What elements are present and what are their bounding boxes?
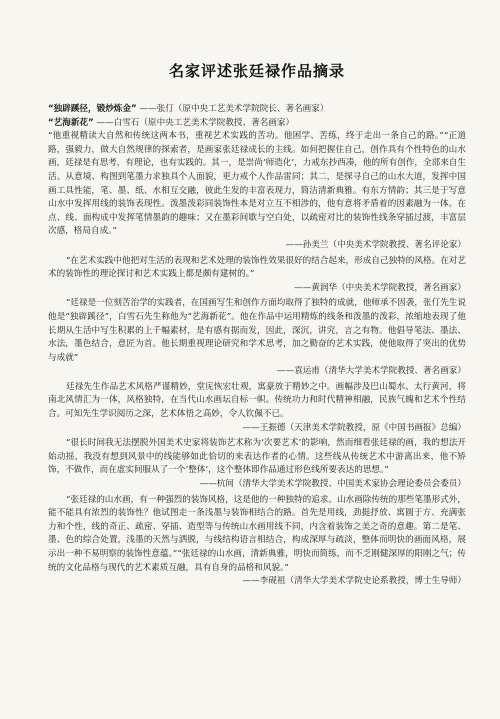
intro-line-1 (48, 103, 466, 117)
quote-liyanzu: “张廷禄的山水画，有一种强烈的装饰风格，这是他的一种独特的追求。山水画除传统的那些笔墨形式外，能不能具有浓烈的装饰性？他试图走一条浅墨与装饰相结合的路。首先是用线，劲挺抒放、寓圆于方、充满张力和个性，线的奇正、疏密、穿插、造型等与传统山水画用线不同，内含着装饰之美之奇的意趣。第二是笔、墨、色的综合处置，浅墨的天然与洒脱，与线结构语言相结合，构成深厚与疏淡，整体而明快的画面风格，展示出一种不易明察的装饰性意蕴。”“张廷禄的山水画，清新典雅，明快而简练，而不乏刚健深厚的阳刚之气；传统的文化品格与现代的艺术素质互融，具有自身的品格和风貌。” (48, 494, 466, 573)
page-title: 名家评述张廷禄作品摘录 (168, 62, 345, 80)
document-body (48, 103, 466, 589)
attribution-liyanzu: ——李砚祖（清华大学美术学院史论系教授，博士生导师） (242, 576, 466, 587)
quote-sunmeilan: “他重视精读大自然和传统这两本书，重视艺术实践的苦功。他困学、苦练，终于走出一条自己的路。”“正道路，强毅力，做大自然规律的探索者，是画家张廷禄成长的主线。如何把握住自己，创作具有个性特色的山水画，廷禄是有思考，有理论，也有实践的。其一，是崇尚‘师造化’，力戒东抄西凑，他的所有创作，全部来自生活。从意境、构图到笔墨力求独具个人面貌，更力戒个人作品雷同；其二，是探寻自己的山水大道，发挥中国画工具性能，笔、墨、纸、水相互交融，彼此生发的丰富表现力，简洁清新典雅。有东方情韵；其三是于写意山水中发挥用线的装饰表现性。泼墨泼彩同装饰性本是对立互不相涉的，他有意将矛盾着的因素融为一体。在点、线、面构成中发挥笔情墨韵的趣味；又在墨彩间歇与空白处，以疏密对比的装饰性线条穿插过渡，丰富层次感，格局自成。” (48, 131, 466, 237)
attribution-wangzhende: ——王振德（天津美术学院教授，原《中国书画报》总编） (242, 422, 466, 433)
quote-baixueshi: “艺海新花” (48, 117, 94, 128)
intro-line-2 (48, 117, 466, 131)
attribution-hangjian: ——杭间（清华大学美术学院教授、中国美术家协会理论委员会委员） (199, 479, 466, 490)
quote-yuanyunfu: “廷禄是一位刻苦治学的实践者，在国画写生和创作方面均取得了独特的成就，他师承不因袭，张仃先生说他是“独辟蹊径”，白雪石先生称他为“艺海新花”。他在作品中运用精炼的线条和泼墨的泼彩，浓缩地表现了他长期从生活中写生积累的上千幅素材，是有感有据而发，因此，深沉，讲究，言之有物。他倡导笔法、墨法、水法，墨色结合，意匠为首。他长期重视理论研究和学术思考，加之勤奋的艺术实践，使他取得了突出的优势与成就” (48, 298, 466, 363)
attribution-sunmeilan: ——孙美兰（中央美术学院教授、著名评论家） (285, 239, 466, 250)
quote-hangjian: “很长时间我无法摆脱外国美术史家将装饰艺术称为‘次要艺术’的影响，然而细看张廷禄的画，我的想法开始动摇，我没有想到风景中的线能够如此恰切的来表达作者的心情。这些线从传统艺术中游离出来，他不矫饰，不做作，而在虚实间服从了一个‘整体’，这个整体即作品通过形色线所要表达的思想。” (48, 438, 466, 476)
attribution-yuanyunfu: ——袁运甫（清华大学美术学院教授、著名画家） (276, 366, 466, 377)
quote-wangzhende: 廷禄先生作品艺术风格严谨精妙，堂庑恢宏壮观，寓豪放于精妙之中。画幅涉及巴山蜀水、太行黄河，将南北风情汇为一体，风格独特，在当代山水画坛自标一帜。传统功力和时代精神相融，民族气魄和艺术个性结合。可知先生学识阅历之深，艺术体悟之高妙，令人钦佩不已。 (48, 381, 466, 420)
attribution-baixueshi: ——白雪石（原中央工艺美术学院教授、著名画家） (96, 117, 295, 128)
quote-huangrunhua: “在艺术实践中他把对生活的表现和艺术处理的装饰性效果很好的结合起来，形成自己独特的风格。在对艺术的装饰性的理论探讨和艺术实践上都是颇有建树的。” (48, 255, 466, 280)
attribution-huangrunhua: ——黄润华（中央美术学院教授，著名画家） (294, 282, 466, 293)
quote-zhangding: “独辟蹊径，锻炒炼金” (48, 104, 137, 114)
attribution-zhangding: ——张仃（原中央工艺美术学院院长、著名画家） (139, 104, 329, 114)
